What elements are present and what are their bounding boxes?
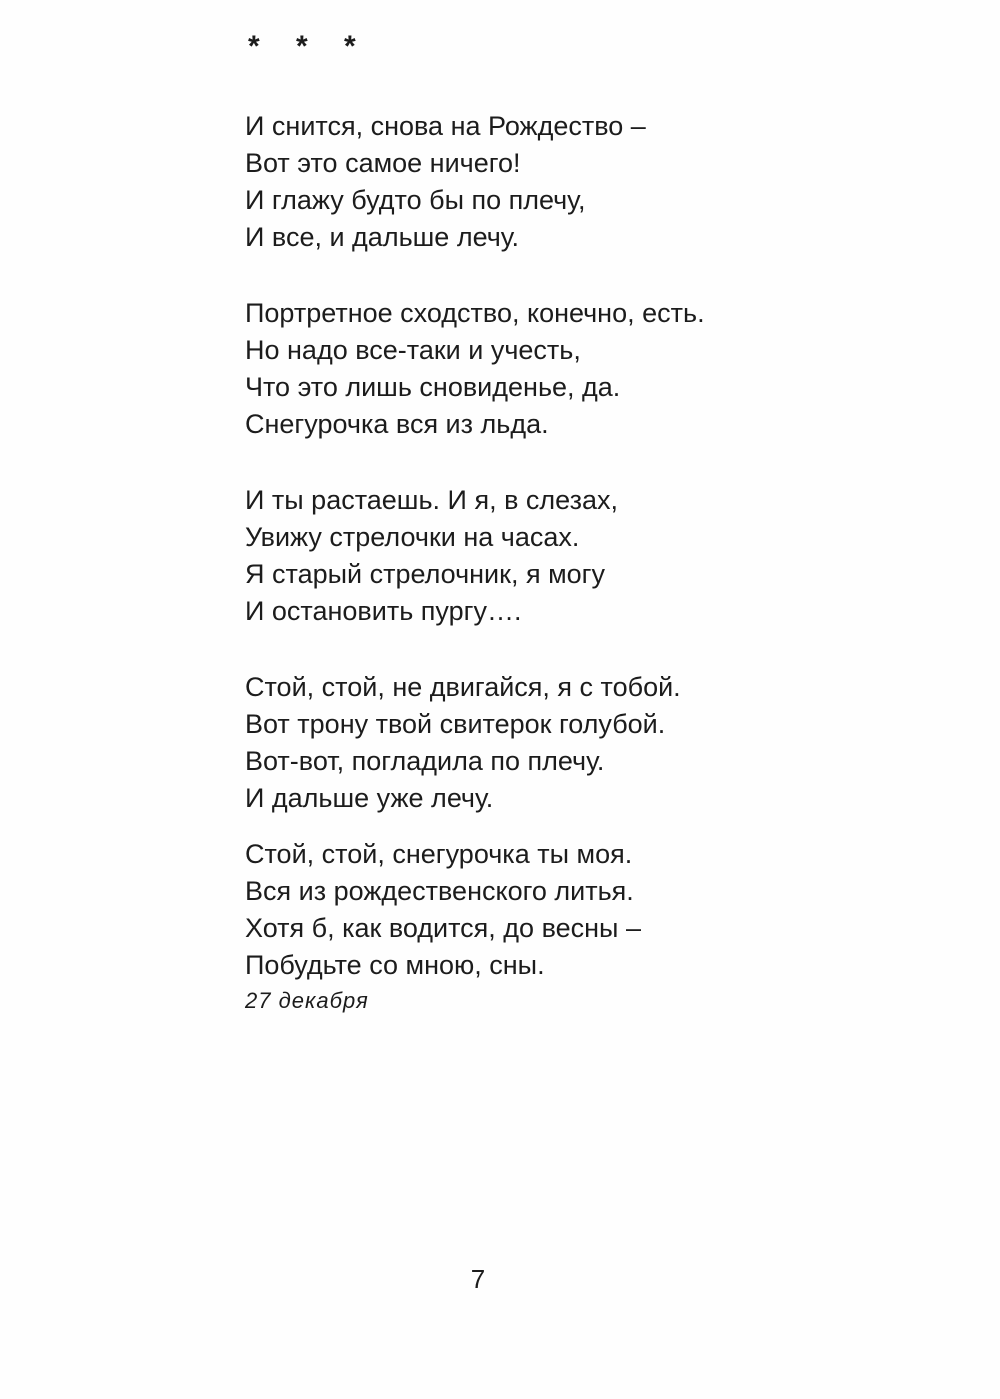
poem-line: Вся из рождественского литья.	[245, 876, 634, 906]
poem-line: И остановить пургу….	[245, 596, 522, 626]
page-number: 7	[470, 1264, 486, 1294]
stanza-3	[245, 482, 865, 630]
poem-line: Вот это самое ничего!	[245, 148, 521, 178]
poem-line: Стой, стой, снегурочка ты моя.	[245, 839, 633, 869]
poem-line: Увижу стрелочки на часах.	[245, 522, 580, 552]
poem-line: И все, и дальше лечу.	[245, 222, 520, 252]
stanza-4	[245, 669, 865, 817]
poem-line: Что это лишь сновиденье, да.	[245, 372, 621, 402]
stanza-1	[245, 108, 865, 256]
poem-line: Побудьте со мною, сны.	[245, 950, 545, 980]
poem-line: Вот трону твой свитерок голубой.	[245, 709, 666, 739]
poem-line: И снится, снова на Рождество –	[245, 111, 646, 141]
poem-line: И дальше уже лечу.	[245, 783, 494, 813]
poem-line: Портретное сходство, конечно, есть.	[245, 298, 705, 328]
stanza-5	[245, 836, 865, 1016]
poem-line: Стой, стой, не двигайся, я с тобой.	[245, 672, 681, 702]
poem-line: Вот-вот, погладила по плечу.	[245, 746, 605, 776]
poem-line: Хотя б, как водится, до весны –	[245, 913, 641, 943]
poem-line: И ты растаешь. И я, в слезах,	[245, 485, 618, 515]
stanza-2	[245, 295, 865, 443]
poem	[245, 108, 865, 1016]
poem-line: Но надо все-таки и учесть,	[245, 335, 581, 365]
poem-line: И глажу будто бы по плечу,	[245, 185, 586, 215]
section-separator: * * *	[248, 30, 370, 63]
poem-line: Снегурочка вся из льда.	[245, 409, 549, 439]
poem-line: Я старый стрелочник, я могу	[245, 559, 605, 589]
poem-date: 27 декабря	[245, 988, 369, 1013]
